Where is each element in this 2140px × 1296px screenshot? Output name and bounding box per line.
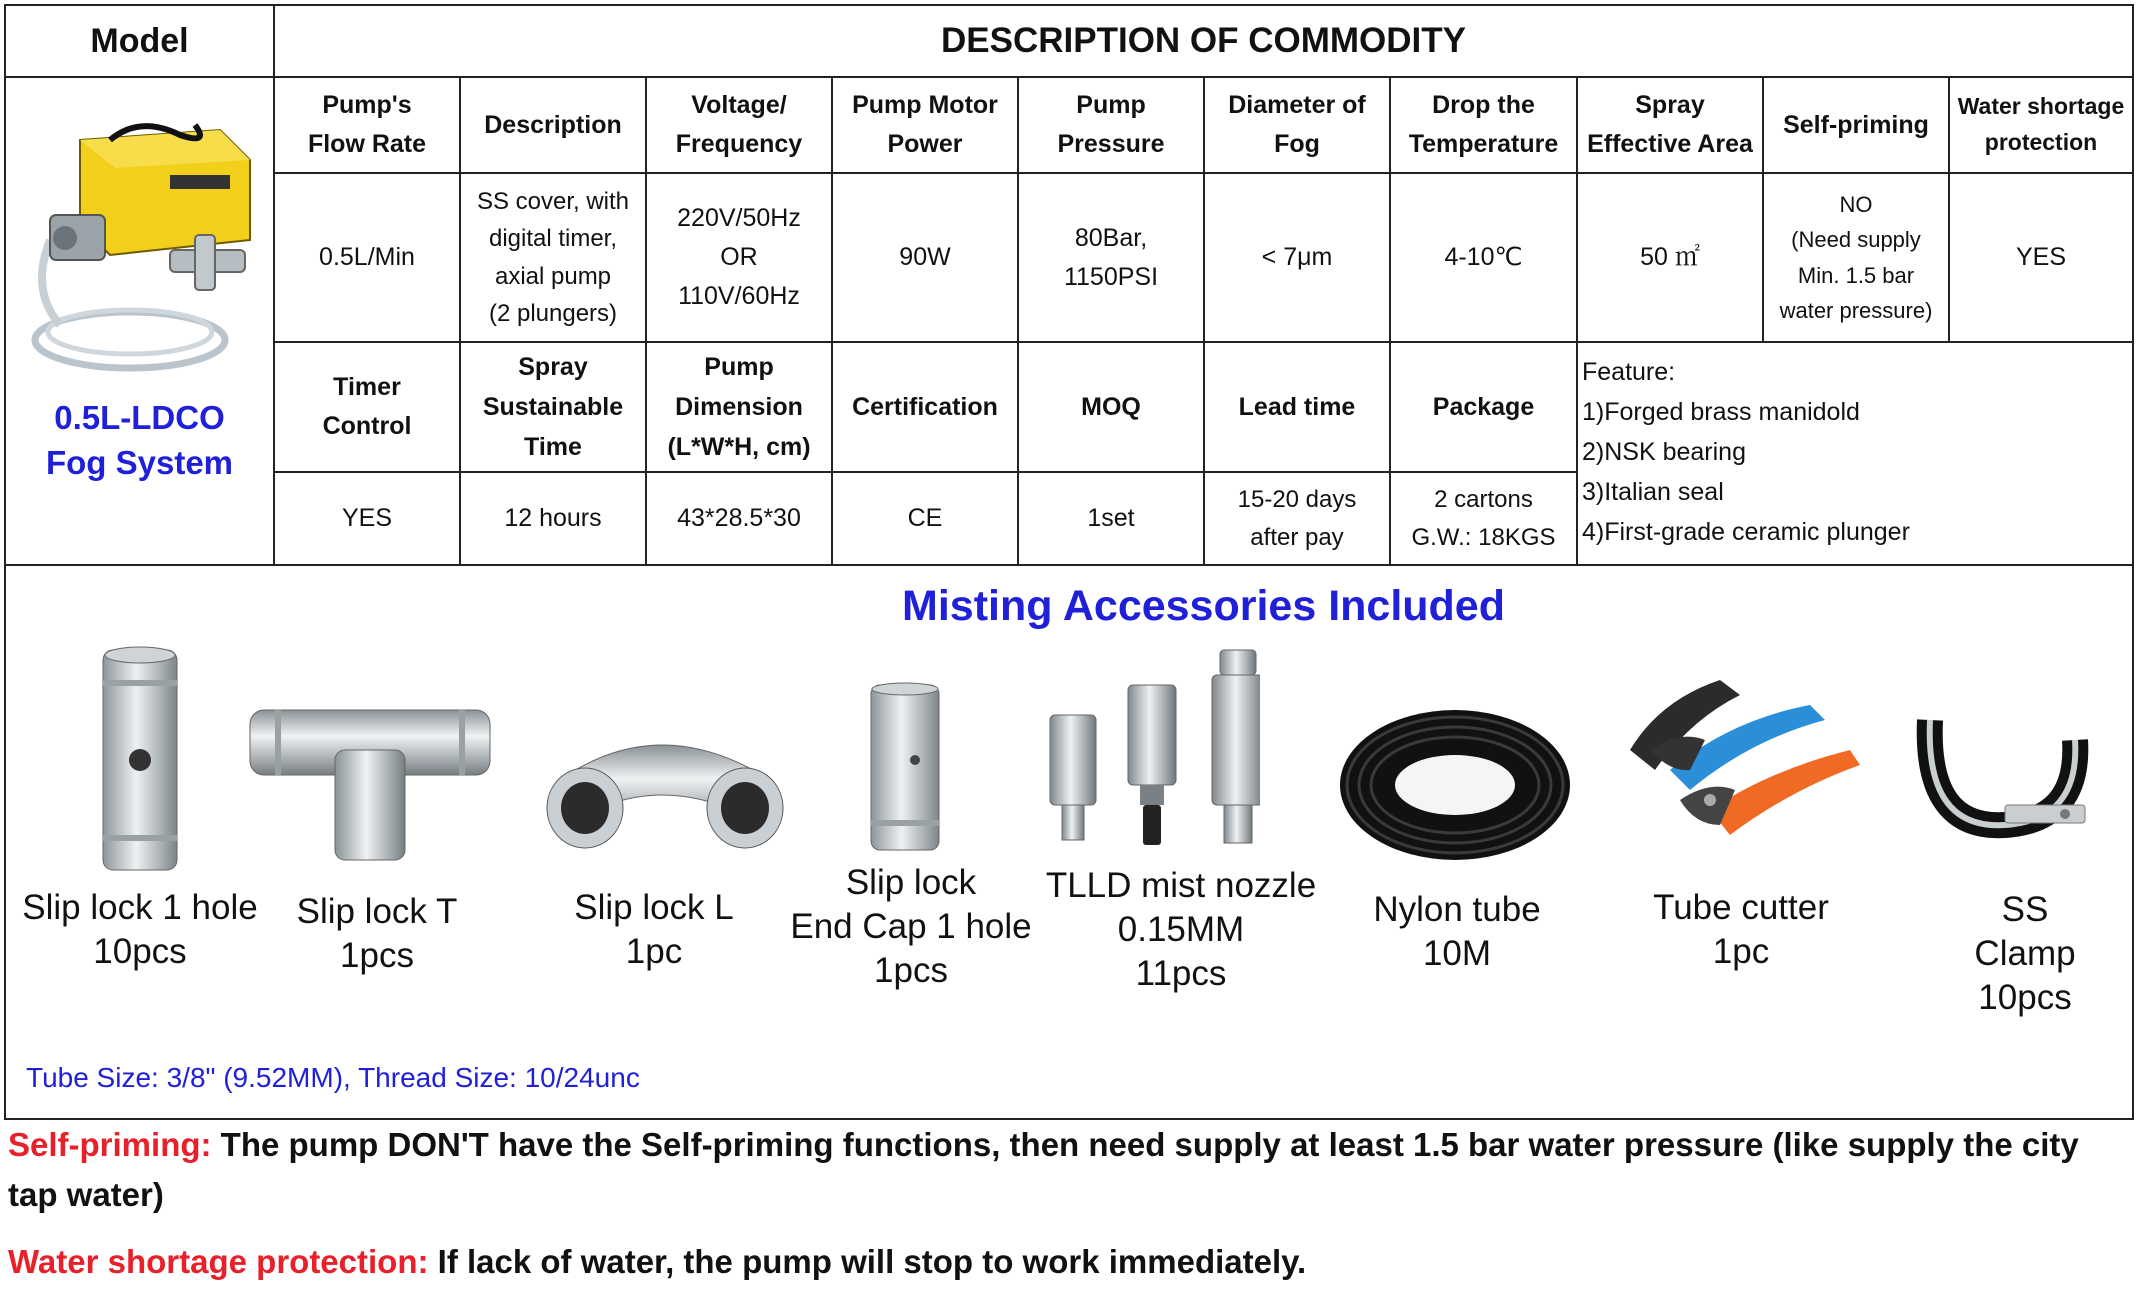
value-fog-diameter: < 7μm xyxy=(1261,243,1333,272)
model-name-line2: Fog System xyxy=(45,443,234,481)
value-temperature-drop: 4-10℃ xyxy=(1444,243,1523,272)
value-timer-control: YES xyxy=(341,504,393,533)
value-moq: 1set xyxy=(1087,504,1135,533)
feature-item: 4)First-grade ceramic plunger xyxy=(1582,518,1910,546)
accessory-label: Slip lock L 1pc xyxy=(574,888,734,971)
feature-item: 3)Italian seal xyxy=(1582,478,1724,506)
value-spray-time: 12 hours xyxy=(504,504,602,533)
header-motor-power: Pump Motor Power xyxy=(852,91,998,158)
header-spray-area: Spray Effective Area xyxy=(1587,91,1753,158)
accessory-label: SS Clamp 10pcs xyxy=(1974,890,2076,1017)
header-lead-time: Lead time xyxy=(1238,392,1356,421)
accessory-label: Tube cutter 1pc xyxy=(1653,888,1829,971)
water-shortage-text: If lack of water, the pump will stop to work immediately. xyxy=(428,1243,1307,1280)
value-certification: CE xyxy=(907,504,943,533)
header-pump-pressure: Pump Pressure xyxy=(1057,91,1165,158)
value-spray-area: 50 ㎡ xyxy=(1640,243,1700,272)
header-flow-rate: Pump's Flow Rate xyxy=(307,91,427,158)
self-priming-label: Self-priming: xyxy=(8,1126,212,1163)
mist-nozzle-icon xyxy=(1040,645,1260,850)
water-shortage-label: Water shortage protection: xyxy=(8,1243,429,1280)
value-water-shortage: YES xyxy=(2015,243,2067,272)
value-description: SS cover, with digital timer, axial pump (2 plungers) xyxy=(476,188,630,327)
header-water-shortage: Water shortage protection xyxy=(1957,93,2125,155)
accessories-title: Misting Accessories Included xyxy=(902,582,1505,630)
value-lead-time: 15-20 days after pay xyxy=(1237,486,1357,551)
model-header: Model xyxy=(90,21,189,60)
accessory-label: Nylon tube 10M xyxy=(1373,890,1541,973)
ss-clamp-icon xyxy=(1905,680,2095,850)
header-self-priming: Self-priming xyxy=(1783,110,1929,139)
slip-lock-l-icon xyxy=(540,720,790,855)
nylon-tube-icon xyxy=(1335,705,1575,865)
value-package: 2 cartons G.W.: 18KGS xyxy=(1411,486,1556,551)
self-priming-note xyxy=(8,1120,2130,1219)
header-temperature-drop: Drop the Temperature xyxy=(1408,91,1559,158)
tube-cutter-icon xyxy=(1610,660,1870,875)
header-fog-diameter: Diameter of Fog xyxy=(1228,91,1366,158)
feature-item: 2)NSK bearing xyxy=(1582,438,1746,466)
header-voltage: Voltage/ Frequency xyxy=(675,91,803,158)
value-pump-dimension: 43*28.5*30 xyxy=(677,504,801,533)
water-shortage-note xyxy=(8,1237,2130,1287)
header-pump-dimension: Pump Dimension (L*W*H, cm) xyxy=(667,353,811,461)
value-voltage: 220V/50Hz OR 110V/60Hz xyxy=(677,204,801,310)
accessory-label: TLLD mist nozzle 0.15MM 11pcs xyxy=(1045,866,1317,993)
value-pump-pressure: 80Bar, 1150PSI xyxy=(1063,223,1159,291)
accessory-label: Slip lock 1 hole 10pcs xyxy=(22,888,258,971)
accessory-label: Slip lock End Cap 1 hole 1pcs xyxy=(790,863,1032,990)
header-package: Package xyxy=(1432,392,1535,421)
features-box xyxy=(1582,352,2127,552)
slip-lock-t-icon xyxy=(245,690,495,865)
tube-size-note: Tube Size: 3/8" (9.52MM), Thread Size: 10/24unc xyxy=(26,1062,640,1093)
feature-item: 1)Forged brass manidold xyxy=(1582,398,1860,426)
slip-lock-1-hole-icon xyxy=(95,645,185,875)
header-moq: MOQ xyxy=(1081,392,1141,421)
header-description: Description xyxy=(484,110,622,139)
header-spray-time: Spray Sustainable Time xyxy=(482,353,624,461)
value-self-priming: NO (Need supply Min. 1.5 bar water pressure) xyxy=(1779,192,1933,323)
fog-machine-image xyxy=(20,120,260,380)
header-certification: Certification xyxy=(852,392,998,421)
end-cap-icon xyxy=(865,680,945,855)
accessory-label: Slip lock T 1pcs xyxy=(296,892,458,975)
description-title: DESCRIPTION OF COMMODITY xyxy=(941,20,1466,60)
self-priming-text: The pump DON'T have the Self-priming functions, then need supply at least 1.5 bar water pressure (like supply the city tap water) xyxy=(8,1126,2079,1213)
features-title: Feature: xyxy=(1582,358,1676,386)
value-flow-rate: 0.5L/Min xyxy=(319,243,415,272)
value-motor-power: 90W xyxy=(899,243,951,272)
model-name-line1: 0.5L-LDCO xyxy=(54,399,225,436)
model-name xyxy=(6,396,273,485)
header-timer-control: Timer Control xyxy=(322,373,412,440)
